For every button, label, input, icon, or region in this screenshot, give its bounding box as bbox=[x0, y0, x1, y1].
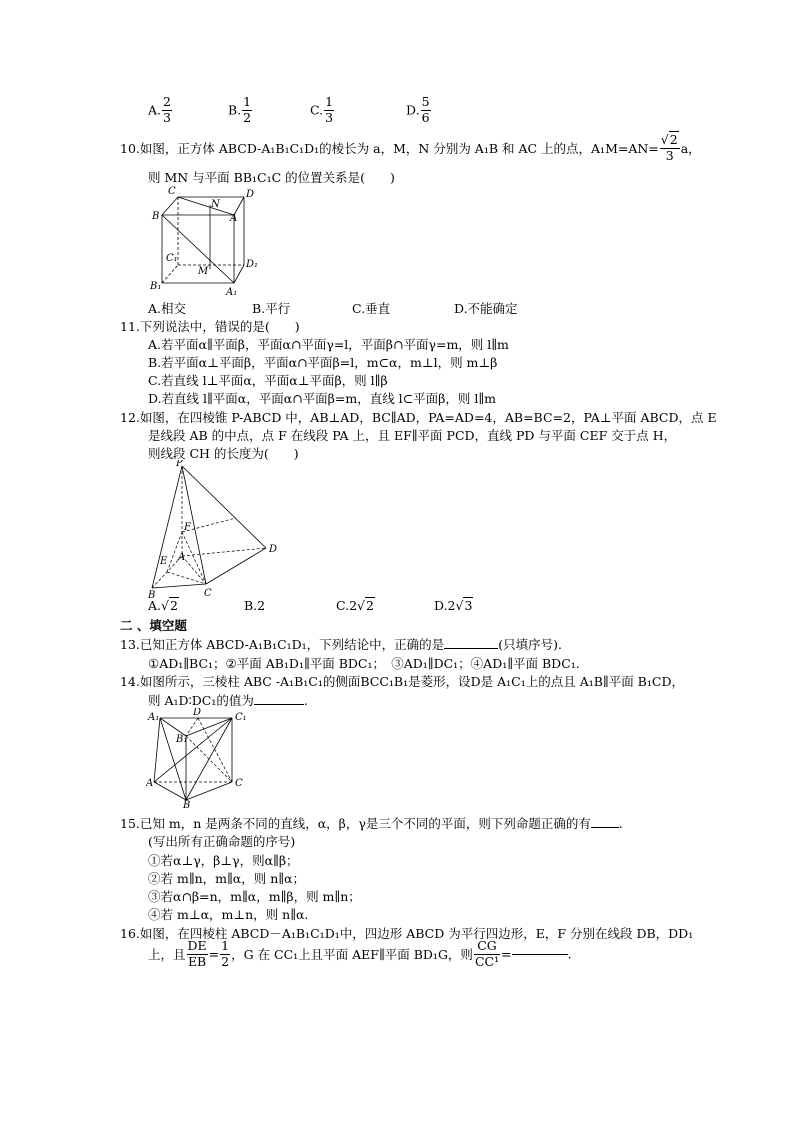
fig-label: A bbox=[146, 778, 154, 789]
q9-option-c bbox=[310, 96, 335, 124]
q11-stem: 11.下列说法中，错误的是( ) bbox=[120, 319, 300, 334]
equals-sign: = bbox=[208, 946, 220, 962]
q12-options bbox=[148, 598, 548, 614]
fraction bbox=[474, 940, 500, 968]
numerator: 1 bbox=[243, 94, 252, 109]
q9-option-d bbox=[406, 96, 432, 124]
q11-option-c: C.若直线 l⊥平面α，平面α⊥平面β，则 l∥β bbox=[148, 373, 388, 388]
fig-label: B₁ bbox=[150, 281, 162, 292]
denominator: 6 bbox=[421, 109, 430, 125]
option-label: C.2 bbox=[336, 598, 358, 613]
q15-line2: (写出所有正确命题的序号) bbox=[148, 834, 296, 849]
fig-label: D₁ bbox=[246, 259, 259, 270]
numerator: DE bbox=[187, 938, 207, 953]
q16-stem-tail: . bbox=[567, 946, 572, 962]
fig-label: M bbox=[198, 266, 209, 277]
q12-line3: 则线段 CH 的长度为( ) bbox=[148, 446, 299, 461]
q14-stem-tail: . bbox=[303, 693, 308, 708]
q10-stem-text: 10.如图，正方体 ABCD-A₁B₁C₁D₁的棱长为 a，M，N 分别为 A₁B 和 AC 上的点，A₁M=AN= bbox=[120, 141, 659, 156]
q15-proposition-4: ④若 m⊥α，m⊥n，则 n∥α. bbox=[148, 907, 309, 922]
q16-line1: 16.如图，在四棱柱 ABCD－A₁B₁C₁D₁中，四边形 ABCD 为平行四边形，E，F 分别在线段 DB，DD₁ bbox=[120, 926, 694, 941]
q15-line1 bbox=[120, 814, 623, 832]
q15-proposition-1: ①若α⊥γ，β⊥γ，则α∥β； bbox=[148, 853, 299, 868]
fraction bbox=[220, 940, 230, 968]
q14-line1: 14.如图所示，三棱柱 ABC -A₁B₁C₁的侧面BCC₁B₁是菱形，设D是 A₁C₁上的点且 A₁B∥平面 B₁CD， bbox=[120, 674, 684, 689]
q15-proposition-2: ②若 m∥n，m∥α，则 n∥α； bbox=[148, 871, 305, 886]
q10-option-b: B.平行 bbox=[252, 301, 291, 316]
q11-option-b: B.若平面α⊥平面β，平面α∩平面β=l，m⊂α，m⊥l，则 m⊥β bbox=[148, 355, 498, 370]
fig-label: C₁ bbox=[166, 253, 178, 264]
denominator: 3 bbox=[163, 109, 171, 125]
fig-label: C bbox=[204, 588, 212, 599]
q10-stem-tail: a， bbox=[680, 141, 701, 156]
q14-line2 bbox=[148, 691, 308, 709]
q14-stem-text: 则 A₁D∶DC₁的值为 bbox=[148, 693, 254, 708]
fig-label: B₁ bbox=[176, 734, 188, 745]
q12-option-c: C.2√2 bbox=[336, 598, 374, 613]
fig-label: A bbox=[230, 213, 238, 224]
section-heading: 二 、填空题 bbox=[120, 618, 187, 633]
numerator: 1 bbox=[325, 94, 334, 109]
fig-label: D bbox=[269, 544, 278, 555]
q16-stem-text: 上，且 bbox=[148, 947, 186, 962]
answer-blank[interactable] bbox=[254, 704, 304, 705]
q13-line2: ①AD₁∥BC₁；②平面 AB₁D₁∥平面 BDC₁； ③AD₁∥DC₁；④AD₁∥平面 BDC₁. bbox=[148, 656, 580, 671]
q10-line2: 则 MN 与平面 BB₁C₁C 的位置关系是( ) bbox=[148, 170, 395, 185]
answer-blank[interactable] bbox=[591, 827, 619, 828]
q11-option-a: A.若平面α∥平面β，平面α∩平面γ=l，平面β∩平面γ=m，则 l∥m bbox=[148, 337, 509, 352]
q10-option-d: D.不能确定 bbox=[454, 301, 518, 316]
q14-prism-figure bbox=[146, 708, 250, 808]
numerator: CG bbox=[474, 940, 500, 955]
denominator: 2 bbox=[243, 109, 252, 125]
option-label: A. bbox=[148, 102, 162, 118]
q10-option-a: A.相交 bbox=[148, 301, 187, 316]
fraction bbox=[660, 134, 680, 162]
radicand: 2 bbox=[169, 598, 178, 613]
option-label: C. bbox=[310, 102, 324, 118]
option-label: A. bbox=[148, 598, 162, 613]
denominator: CC¹ bbox=[474, 953, 500, 969]
fig-label: B bbox=[183, 800, 191, 808]
radicand: 2 bbox=[669, 132, 678, 147]
q15-stem-text: 15.已知 m，n 是两条不同的直线，α，β，γ是三个不同的平面，则下列命题正确的有 bbox=[120, 816, 591, 831]
fig-label: D bbox=[246, 189, 255, 200]
fig-label: A₁ bbox=[226, 287, 238, 297]
q12-option-b: B.2 bbox=[244, 598, 266, 613]
q12-option-d: D.2√3 bbox=[434, 598, 473, 613]
fig-label: C₁ bbox=[235, 712, 247, 723]
fraction bbox=[242, 96, 252, 124]
q10-options bbox=[148, 299, 548, 315]
denominator: 3 bbox=[665, 147, 674, 163]
denominator: 2 bbox=[221, 953, 230, 969]
denominator: EB bbox=[187, 953, 207, 969]
option-label: D.2 bbox=[434, 598, 456, 613]
fig-label: F bbox=[184, 522, 191, 533]
q16-line2 bbox=[148, 940, 572, 968]
numerator: 5 bbox=[421, 94, 430, 109]
q15-stem-tail: . bbox=[618, 816, 623, 831]
q11-option-d: D.若直线 l∥平面α，平面α∩平面β=m，直线 l⊂平面β，则 l∥m bbox=[148, 391, 496, 406]
numerator: 2 bbox=[163, 94, 171, 109]
q12-line1: 12.如图，在四棱锥 P-ABCD 中，AB⊥AD，BC∥AD，PA=AD=4，AB=BC=2，PA⊥平面 ABCD，点 E bbox=[120, 410, 717, 425]
fraction bbox=[187, 940, 208, 968]
q13-stem-tail: (只填序号). bbox=[498, 637, 562, 652]
option-label: B. bbox=[228, 102, 242, 118]
fig-label: C bbox=[168, 186, 176, 197]
numerator: 1 bbox=[221, 938, 230, 953]
denominator: 3 bbox=[325, 109, 334, 125]
fraction bbox=[421, 96, 431, 124]
fig-label: P bbox=[176, 460, 183, 469]
q12-pyramid-figure bbox=[146, 460, 282, 600]
fig-label: B bbox=[148, 590, 156, 600]
option-label: D. bbox=[406, 102, 420, 118]
q13-line1 bbox=[120, 635, 562, 653]
radicand: 2 bbox=[366, 598, 374, 613]
q16-stem-mid: ，G 在 CC₁上且平面 AEF∥平面 BD₁G，则 bbox=[231, 947, 473, 962]
q10-option-c: C.垂直 bbox=[352, 301, 391, 316]
q13-stem-text: 13.已知正方体 ABCD-A₁B₁C₁D₁，下列结论中，正确的是 bbox=[120, 637, 445, 652]
numerator: √2 bbox=[660, 132, 678, 147]
fig-label: E bbox=[160, 556, 168, 567]
equals-sign: = bbox=[501, 946, 512, 962]
fig-label: N bbox=[211, 199, 220, 210]
q9-option-b bbox=[228, 96, 253, 124]
fig-label: A₁ bbox=[148, 712, 160, 723]
q10-cube-figure bbox=[148, 185, 268, 297]
fraction bbox=[324, 96, 334, 124]
q15-proposition-3: ③若α∩β=n，m∥α，m∥β，则 m∥n； bbox=[148, 889, 361, 904]
q9-option-a bbox=[148, 96, 173, 124]
q12-option-a: A.√2 bbox=[148, 598, 178, 613]
answer-blank[interactable] bbox=[444, 648, 498, 649]
q10-line1 bbox=[120, 134, 701, 162]
fraction bbox=[162, 96, 172, 124]
radicand: 3 bbox=[464, 598, 473, 613]
fig-label: B bbox=[152, 211, 160, 222]
answer-blank[interactable] bbox=[512, 954, 568, 955]
fig-label: A bbox=[178, 552, 186, 563]
fig-label: D bbox=[193, 708, 202, 718]
q12-line2: 是线段 AB 的中点，点 F 在线段 PA 上，且 EF∥平面 PCD，直线 PD 与平面 CEF 交于点 H， bbox=[148, 428, 677, 443]
fig-label: C bbox=[235, 778, 243, 789]
